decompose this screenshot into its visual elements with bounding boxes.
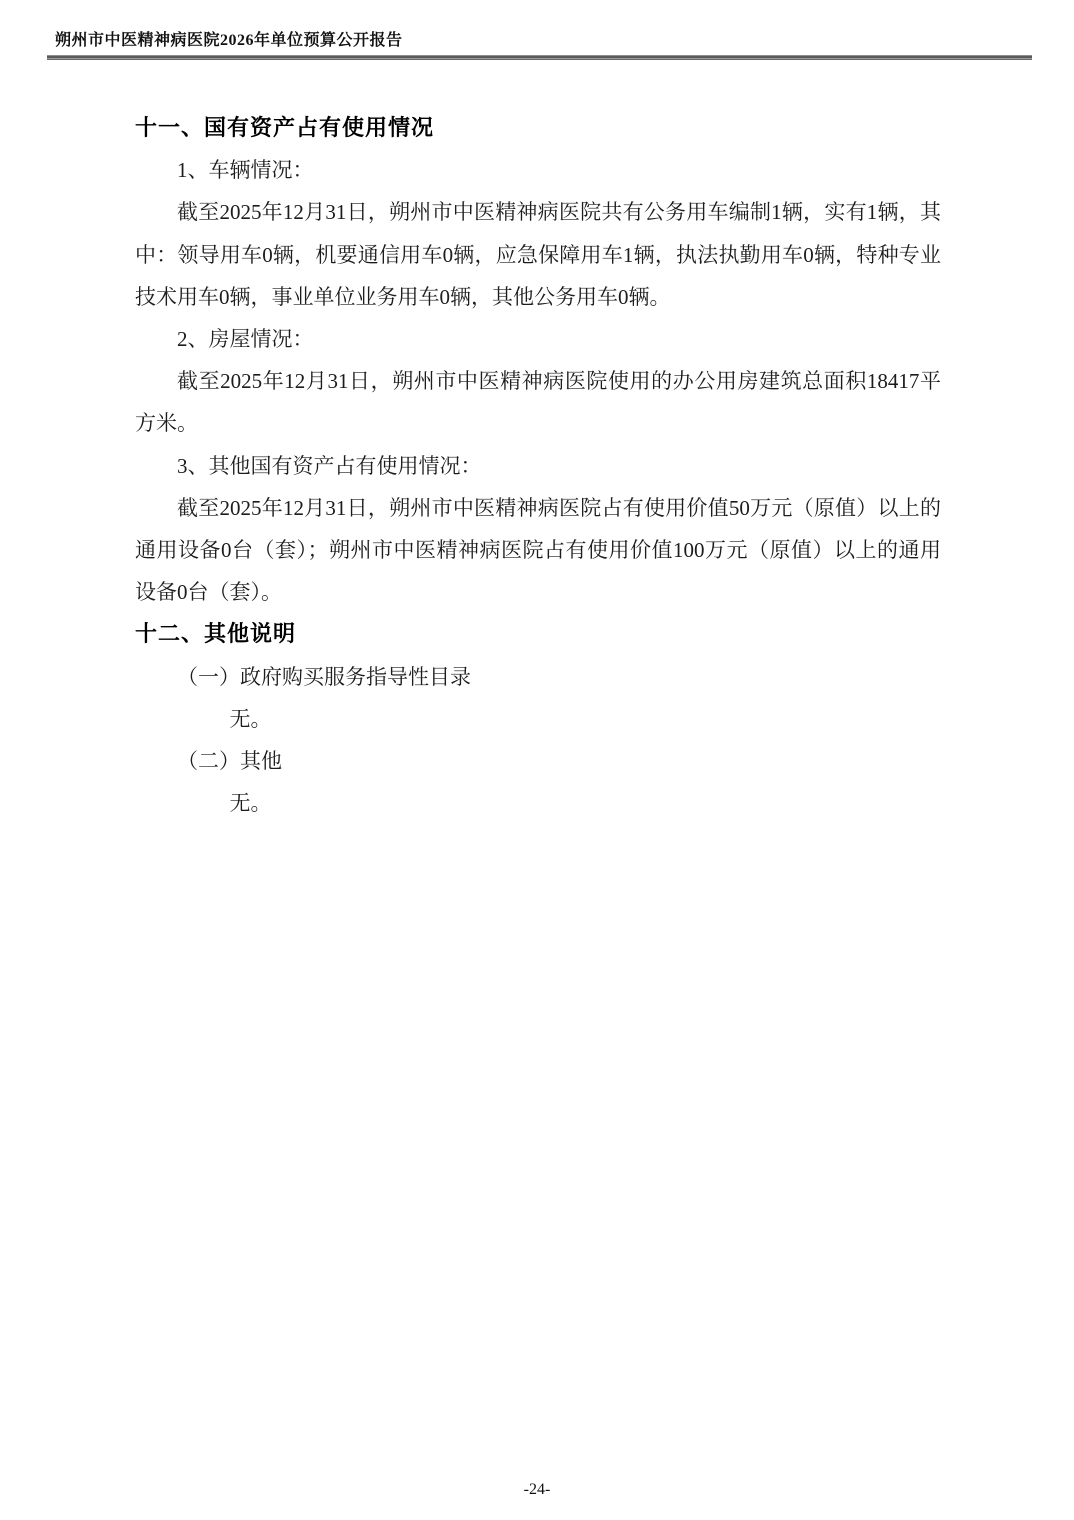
footer-page-number: -24- [523,1481,551,1498]
document-body [135,107,941,824]
section-11-sub2-paragraph: 截至2025年12月31日，朔州市中医精神病医院使用的办公用房建筑总面积18417平方米。 [135,369,941,436]
section-11-heading: 十一、国有资产占有使用情况 [135,115,435,140]
section-11-sub3-title: 3、其他国有资产占有使用情况： [177,453,482,478]
running-header-title: 朔州市中医精神病医院2026年单位预算公开报告 [55,32,403,49]
section-12-heading: 十二、其他说明 [135,621,297,647]
section-11-sub1-paragraph: 截至2025年12月31日，朔州市中医精神病医院共有公务用车编制1辆，实有1辆，其中：领导用车0辆，机要通信用车0辆，应急保障用车1辆，执法执勤用车0辆，特种专业技术用车0辆，事业单位业务用车0辆，其他公务用车0辆。 [135,200,941,309]
section-11-sub2-title: 2、房屋情况： [177,327,314,352]
section-11-sub1-title: 1、车辆情况： [177,158,314,183]
header-rule-divider [47,55,1032,60]
section-11-sub3-paragraph: 截至2025年12月31日，朔州市中医精神病医院占有使用价值50万元（原值）以上的通用设备0台（套）；朔州市中医精神病医院占有使用价值100万元（原值）以上的通用设备0台（套）。 [135,495,941,605]
section-12-item2-value: 无。 [229,791,272,816]
section-12-item1-value: 无。 [229,706,272,731]
section-12-item2-title: （二）其他 [177,749,282,774]
section-12-item1-title: （一）政府购买服务指导性目录 [177,664,471,689]
